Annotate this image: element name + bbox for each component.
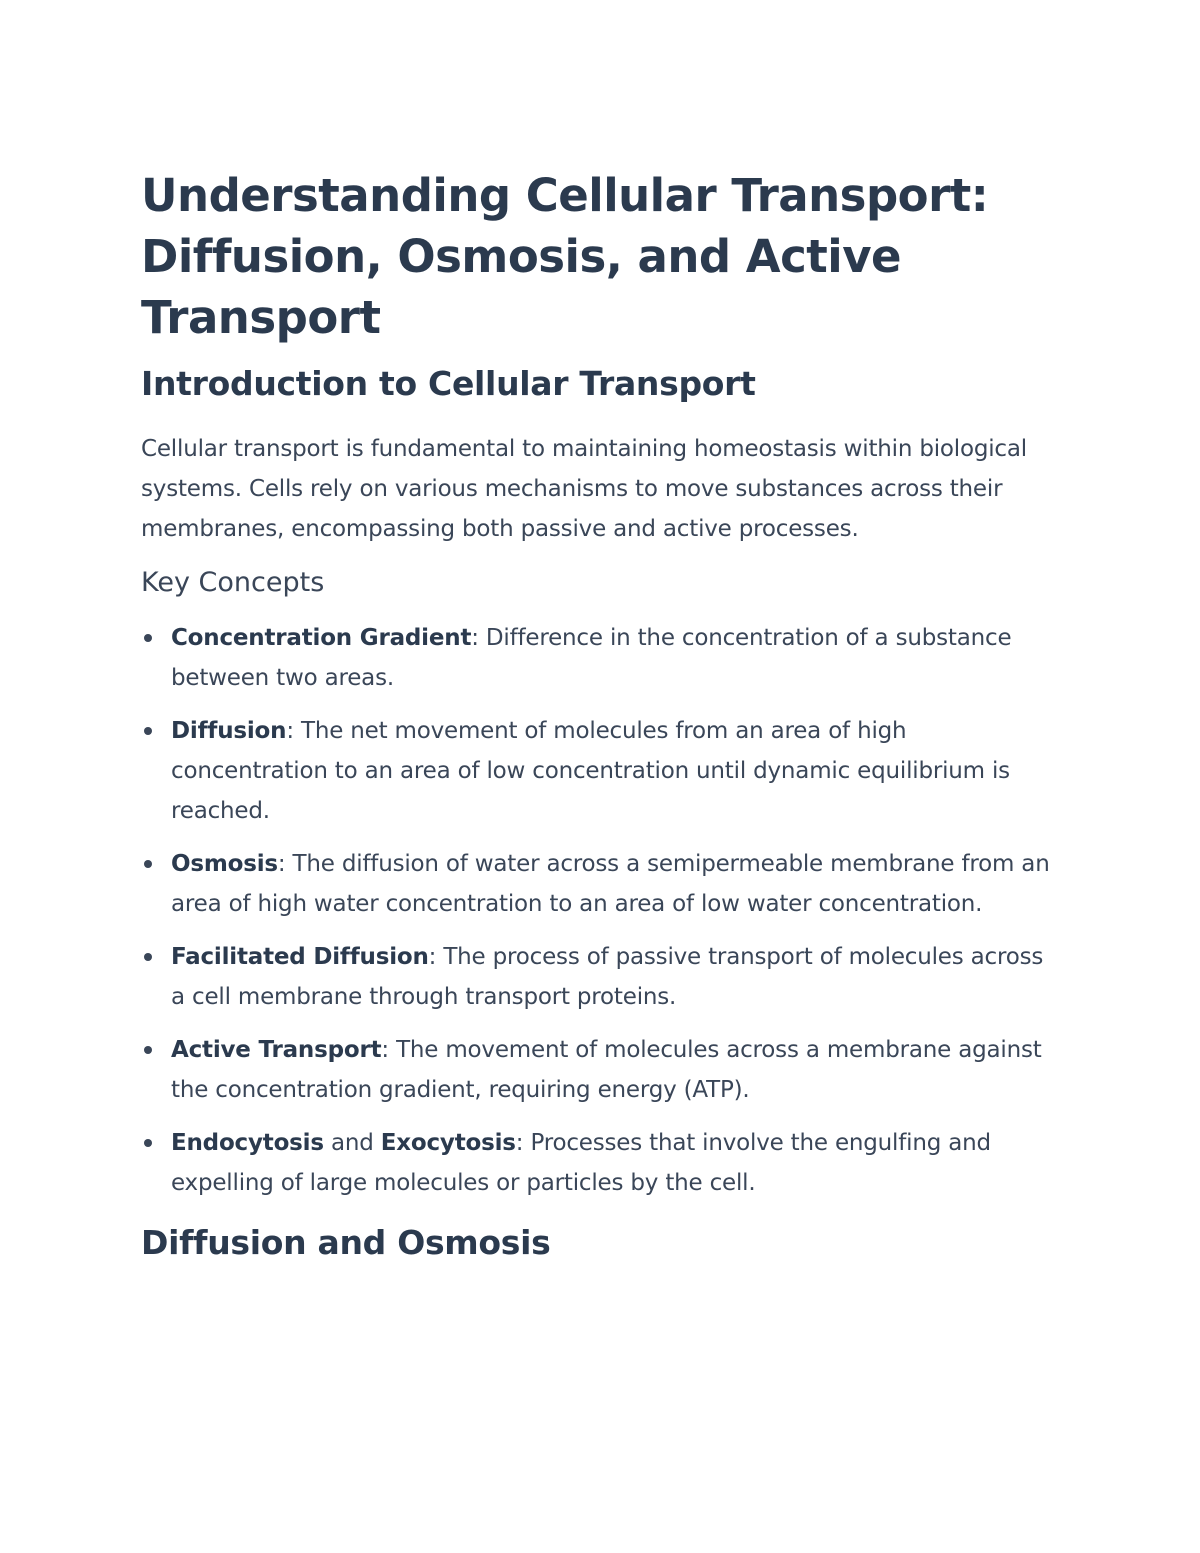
key-concepts-heading: Key Concepts xyxy=(141,567,325,598)
bullet-icon xyxy=(144,953,152,961)
bullet-icon xyxy=(144,1139,152,1147)
bullet-icon xyxy=(144,860,152,868)
concept-definition: : The movement of molecules across a membrane against the concentration gradient, requiring energy (ATP). xyxy=(171,1037,1042,1103)
concept-term-secondary: Exocytosis xyxy=(380,1130,516,1156)
intro-heading: Introduction to Cellular Transport xyxy=(141,364,756,403)
list-item xyxy=(141,844,1061,924)
concept-term: Endocytosis xyxy=(171,1130,324,1156)
list-item xyxy=(141,1123,1061,1203)
intro-paragraph: Cellular transport is fundamental to maintaining homeostasis within biological systems. Cells rely on various mechanisms to move substances across their membranes, encompassing both passive and active processes. xyxy=(141,436,1027,542)
concept-definition: : Processes that involve the engulfing and expelling of large molecules or particles by the cell. xyxy=(171,1130,991,1196)
list-item xyxy=(141,711,1061,831)
diffusion-osmosis-heading: Diffusion and Osmosis xyxy=(141,1223,551,1262)
list-item xyxy=(141,618,1061,698)
document-page xyxy=(141,165,1061,1263)
concept-definition: : The net movement of molecules from an area of high concentration to an area of low concentration until dynamic equilibrium is reached. xyxy=(171,718,1010,824)
document-title: Understanding Cellular Transport: Diffusion, Osmosis, and Active Transport xyxy=(141,169,989,344)
concept-definition: : Difference in the concentration of a substance between two areas. xyxy=(171,625,1012,691)
list-item xyxy=(141,937,1061,1017)
concept-term: Osmosis xyxy=(171,851,278,877)
concept-definition: : The process of passive transport of molecules across a cell membrane through transport proteins. xyxy=(171,944,1044,1010)
concept-definition: : The diffusion of water across a semipermeable membrane from an area of high water concentration to an area of low water concentration. xyxy=(171,851,1050,917)
concept-term: Concentration Gradient xyxy=(171,625,472,651)
bullet-icon xyxy=(144,1046,152,1054)
concept-term: Active Transport xyxy=(171,1037,382,1063)
concept-joiner: and xyxy=(323,1130,381,1156)
concept-term: Facilitated Diffusion xyxy=(171,944,429,970)
bullet-icon xyxy=(144,634,152,642)
concept-term: Diffusion xyxy=(171,718,287,744)
bullet-icon xyxy=(144,727,152,735)
key-concepts-list xyxy=(141,618,1061,1203)
list-item xyxy=(141,1030,1061,1110)
